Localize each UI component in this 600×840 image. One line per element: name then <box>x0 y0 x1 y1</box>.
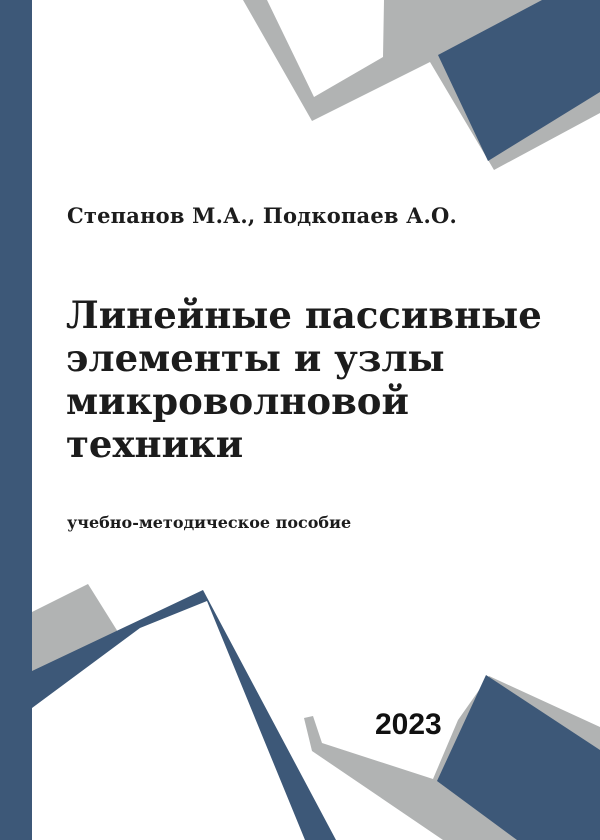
authors-line: Степанов М.А., Подкопаев А.О. <box>67 203 458 228</box>
title-line-3: микроволновой <box>66 379 409 423</box>
subtitle-edition-type: учебно-методическое пособие <box>67 513 352 532</box>
publication-year: 2023 <box>375 708 442 741</box>
title-line-4: техники <box>66 422 244 466</box>
left-stripe <box>0 0 32 840</box>
book-title <box>66 294 542 466</box>
title-line-2: элементы и узлы <box>66 336 445 380</box>
title-line-1: Линейные пассивные <box>66 293 542 337</box>
